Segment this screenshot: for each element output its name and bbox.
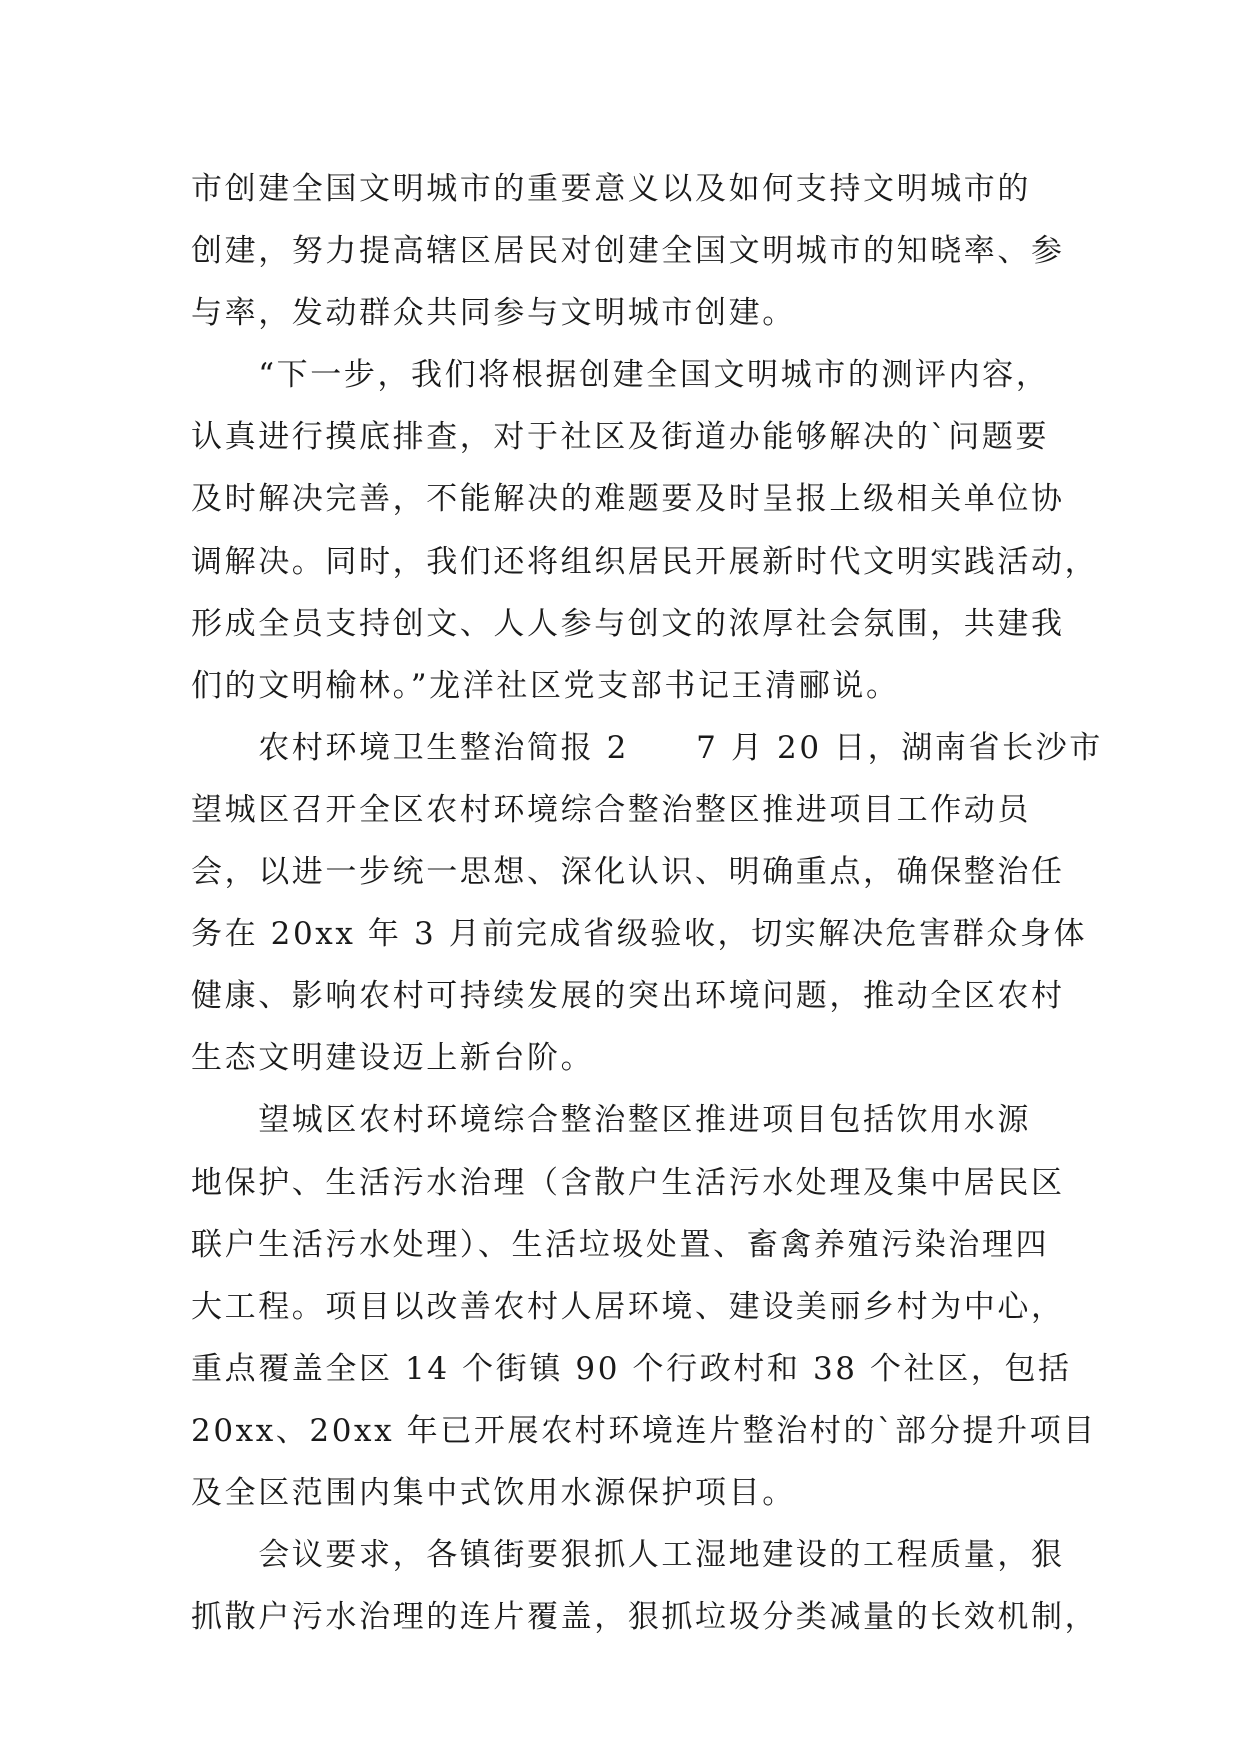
- text-line: 会议要求，各镇街要狠抓人工湿地建设的工程质量，狠: [191, 1537, 1065, 1574]
- text-line: 地保护、生活污水治理（含散户生活污水处理及集中居民区: [191, 1164, 1065, 1201]
- text-line: 抓散户污水治理的连片覆盖，狠抓垃圾分类减量的长效机制，: [191, 1599, 1099, 1636]
- text-line: 生态文明建设迈上新台阶。: [191, 1040, 595, 1077]
- text-line: 创建，努力提高辖区居民对创建全国文明城市的知晓率、参: [191, 233, 1065, 270]
- text-line: 联户生活污水处理）、生活垃圾处置、畜禽养殖污染治理四: [191, 1226, 1050, 1263]
- text-line: 会，以进一步统一思想、深化认识、明确重点，确保整治任: [191, 854, 1065, 891]
- text-line: 健康、影响农村可持续发展的突出环境问题，推动全区农村: [191, 978, 1065, 1015]
- text-line: 重点覆盖全区 14 个街镇 90 个行政村和 38 个社区，包括: [191, 1350, 1072, 1387]
- text-line: 及全区范围内集中式饮用水源保护项目。: [191, 1474, 796, 1511]
- text-line: 认真进行摸底排查，对于社区及街道办能够解决的`问题要: [191, 419, 1050, 456]
- text-line: 市创建全国文明城市的重要意义以及如何支持文明城市的: [191, 171, 1031, 207]
- text-line: “下一步，我们将根据创建全国文明城市的测评内容，: [191, 357, 1050, 394]
- text-line: 望城区农村环境综合整治整区推进项目包括饮用水源: [191, 1102, 1031, 1139]
- text-line: 们的文明榆林。”龙洋社区党支部书记王清郦说。: [191, 667, 900, 704]
- document-body: [191, 158, 1103, 1648]
- text-line: 农村环境卫生整治简报 2 7 月 20 日，湖南省长沙市: [191, 729, 1103, 766]
- text-line: 形成全员支持创文、人人参与创文的浓厚社会氛围，共建我: [191, 605, 1065, 642]
- text-line: 望城区召开全区农村环境综合整治整区推进项目工作动员: [191, 791, 1031, 828]
- text-line: 20xx、20xx 年已开展农村环境连片整治村的`部分提升项目: [191, 1412, 1097, 1449]
- text-line: 与率，发动群众共同参与文明城市创建。: [191, 295, 796, 332]
- text-line: 务在 20xx 年 3 月前完成省级验收，切实解决危害群众身体: [191, 916, 1088, 953]
- text-line: 大工程。项目以改善农村人居环境、建设美丽乡村为中心，: [191, 1288, 1065, 1325]
- text-line: 及时解决完善，不能解决的难题要及时呈报上级相关单位协: [191, 481, 1065, 518]
- text-line: 调解决。同时，我们还将组织居民开展新时代文明实践活动，: [191, 543, 1099, 580]
